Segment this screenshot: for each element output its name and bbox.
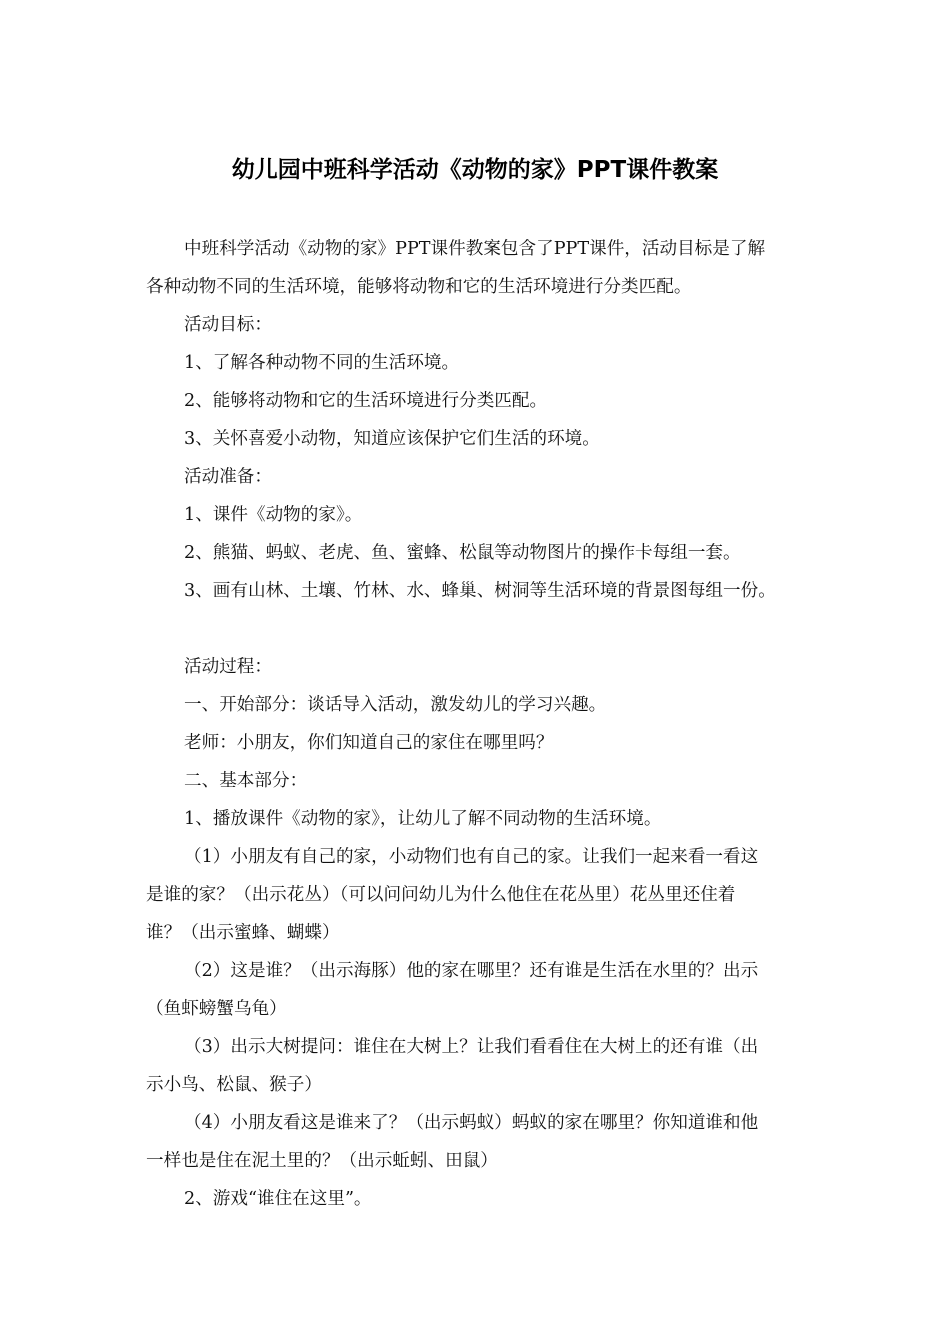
process-step-2: 2、游戏“谁住在这里”。 xyxy=(184,1189,372,1209)
goal-item-1: 1、了解各种动物不同的生活环境。 xyxy=(184,353,460,373)
process-part-1: 一、开始部分：谈话导入活动，激发幼儿的学习兴趣。 xyxy=(184,695,607,715)
substep-3-line-1: （3）出示大树提问：谁住在大树上？让我们看看住在大树上的还有谁（出 xyxy=(184,1037,759,1057)
substep-4-line-1: （4）小朋友看这是谁来了？（出示蚂蚁）蚂蚁的家在哪里？你知道谁和他 xyxy=(184,1113,759,1133)
substep-1 xyxy=(146,838,811,952)
substep-3-line-2: 示小鸟、松鼠、猴子） xyxy=(146,1075,322,1095)
substep-2 xyxy=(146,952,811,1028)
prep-item-2: 2、熊猫、蚂蚁、老虎、鱼、蜜蜂、松鼠等动物图片的操作卡每组一套。 xyxy=(184,543,741,563)
intro-line-1: 中班科学活动《动物的家》PPT课件教案包含了PPT课件，活动目标是了解 xyxy=(184,239,766,259)
goal-item-3: 3、关怀喜爱小动物，知道应该保护它们生活的环境。 xyxy=(184,429,600,449)
goal-item-2: 2、能够将动物和它的生活环境进行分类匹配。 xyxy=(184,391,548,411)
document-title: 幼儿园中班科学活动《动物的家》PPT课件教案 xyxy=(231,157,719,183)
prep-item-1: 1、课件《动物的家》。 xyxy=(184,505,363,525)
substep-1-line-3: 谁？（出示蜜蜂、蝴蝶） xyxy=(146,923,340,943)
substep-4-line-2: 一样也是住在泥土里的？（出示蚯蚓、田鼠） xyxy=(146,1151,498,1171)
document-body xyxy=(146,230,811,1218)
blank-line xyxy=(146,610,811,648)
process-step-1: 1、播放课件《动物的家》，让幼儿了解不同动物的生活环境。 xyxy=(184,809,662,829)
prep-heading: 活动准备： xyxy=(184,467,272,487)
substep-2-line-1: （2）这是谁？（出示海豚）他的家在哪里？还有谁是生活在水里的？出示 xyxy=(184,961,759,981)
substep-1-line-1: （1）小朋友有自己的家，小动物们也有自己的家。让我们一起来看一看这 xyxy=(184,847,759,867)
substep-3 xyxy=(146,1028,811,1104)
teacher-question: 老师：小朋友，你们知道自己的家住在哪里吗？ xyxy=(184,733,554,753)
process-part-2: 二、基本部分： xyxy=(184,771,308,791)
substep-2-line-2: （鱼虾螃蟹乌龟） xyxy=(146,999,287,1019)
prep-item-3: 3、画有山林、土壤、竹林、水、蜂巢、树洞等生活环境的背景图每组一份。 xyxy=(184,581,776,601)
goals-heading: 活动目标： xyxy=(184,315,272,335)
substep-1-line-2: 是谁的家？（出示花丛）（可以问问幼儿为什么他住在花丛里）花丛里还住着 xyxy=(146,885,736,905)
intro-line-2: 各种动物不同的生活环境，能够将动物和它的生活环境进行分类匹配。 xyxy=(146,277,692,297)
intro-paragraph xyxy=(146,230,811,306)
process-heading: 活动过程： xyxy=(184,657,272,677)
substep-4 xyxy=(146,1104,811,1180)
